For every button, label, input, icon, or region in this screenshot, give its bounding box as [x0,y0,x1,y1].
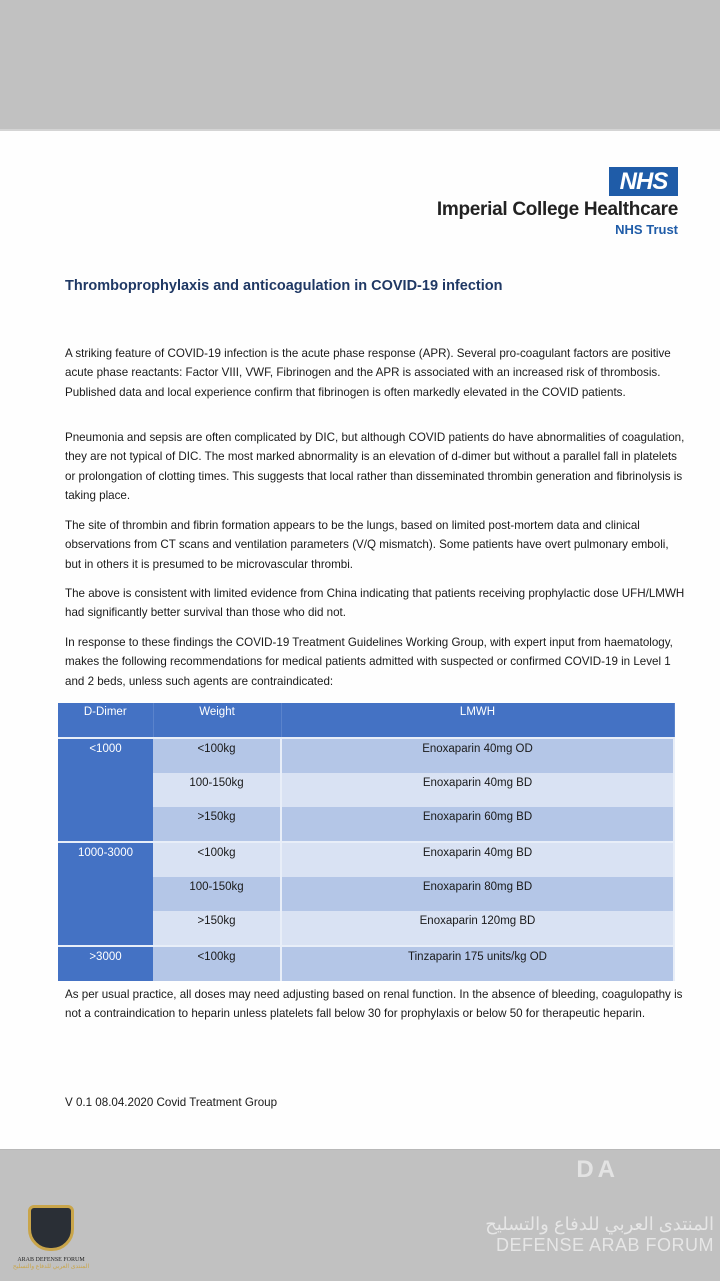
watermark-da-mark: DA [576,1156,619,1183]
paragraph-renal-note: As per usual practice, all doses may need adjusting based on renal function. In the absence of bleeding, coagulopathy is not a contraindication to heparin unless platelets fall below 30 for prophylaxis or below 50 for therapeutic heparin. [65,988,683,1021]
weight-cell: 100-150kg [153,773,281,807]
lmwh-cell: Enoxaparin 60mg BD [281,807,674,842]
lmwh-cell: Enoxaparin 120mg BD [281,911,674,946]
watermark-left-english: ARAB DEFENSE FORUM [17,1257,85,1263]
lmwh-cell: Tinzaparin 175 units/kg OD [281,946,674,981]
version-footer: V 0.1 08.04.2020 Covid Treatment Group [65,1096,278,1109]
header-lmwh: LMWH [281,703,674,738]
lmwh-cell: Enoxaparin 40mg BD [281,773,674,807]
weight-cell: 100-150kg [153,877,281,911]
lmwh-cell: Enoxaparin 80mg BD [281,877,674,911]
lmwh-cell: Enoxaparin 40mg OD [281,738,674,773]
watermark-left-arabic: المنتدى العربي للدفاع والتسليح [12,1264,90,1270]
weight-cell: <100kg [153,946,281,981]
forum-logo-watermark [6,1205,96,1270]
weight-cell: >150kg [153,911,281,946]
weight-cell: >150kg [153,807,281,842]
table-row [58,842,674,877]
organization-name: Imperial College Healthcare [436,199,678,220]
nhs-logo: NHS [609,167,678,196]
table-header-row [58,703,674,738]
paragraph-dic: Pneumonia and sepsis are often complicated by DIC, but although COVID patients do have abnormalities of coagulation, they are not typical of DIC. The most marked abnormality is an elevation of d-dimer but without a parallel fall in platelets or prolongation of clotting times. This suggests that local rather than disseminated thrombin generation and fibrinolysis is taking place. [65,431,685,503]
document-title: Thromboprophylaxis and anticoagulation in COVID-19 infection [65,278,503,294]
top-gray-band [0,0,720,129]
paragraph-china-evidence: The above is consistent with limited evidence from China indicating that patients receiving prophylactic dose UFH/LMWH had significantly better survival than those who did not. [65,587,685,620]
organization-subtitle: NHS Trust [615,222,678,237]
weight-cell: <100kg [153,738,281,773]
paragraph-recommendations: In response to these findings the COVID-19 Treatment Guidelines Working Group, with expert input from haematology, makes the following recommendations for medical patients admitted with suspected or confirmed COVID-19 in Level 1 and 2 beds, unless such agents are contraindicated: [65,636,673,688]
d-dimer-cell: >3000 [58,946,153,981]
paragraph-apr: A striking feature of COVID-19 infection is the acute phase response (APR). Several pro-coagulant factors are positive acute phase reactants: Factor VIII, VWF, Fibrinogen and the APR is associated with an increased risk of thrombosis. Published data and local experience confirm that fibrinogen is often markedly elevated in the COVID patients. [65,347,671,399]
header-d-dimer: D-Dimer [58,703,153,738]
d-dimer-cell: 1000-3000 [58,842,153,946]
header-weight: Weight [153,703,281,738]
paragraph-lungs: The site of thrombin and fibrin formation appears to be the lungs, based on limited post-mortem data and clinical observations from CT scans and ventilation parameters (V/Q mismatch). Some patients have overt pulmonary emboli, but in others it is presumed to be microvascular thrombi. [65,519,669,571]
lmwh-cell: Enoxaparin 40mg BD [281,842,674,877]
weight-cell: <100kg [153,842,281,877]
d-dimer-cell: <1000 [58,738,153,842]
watermark-right-arabic: المنتدى العربي للدفاع والتسليح [485,1214,714,1234]
watermark-right-english: DEFENSE ARAB FORUM [495,1235,714,1255]
shield-emblem-icon [28,1205,74,1251]
dosing-table [58,703,675,981]
forum-watermark [484,1148,714,1256]
table-row [58,946,674,981]
table-row [58,738,674,773]
